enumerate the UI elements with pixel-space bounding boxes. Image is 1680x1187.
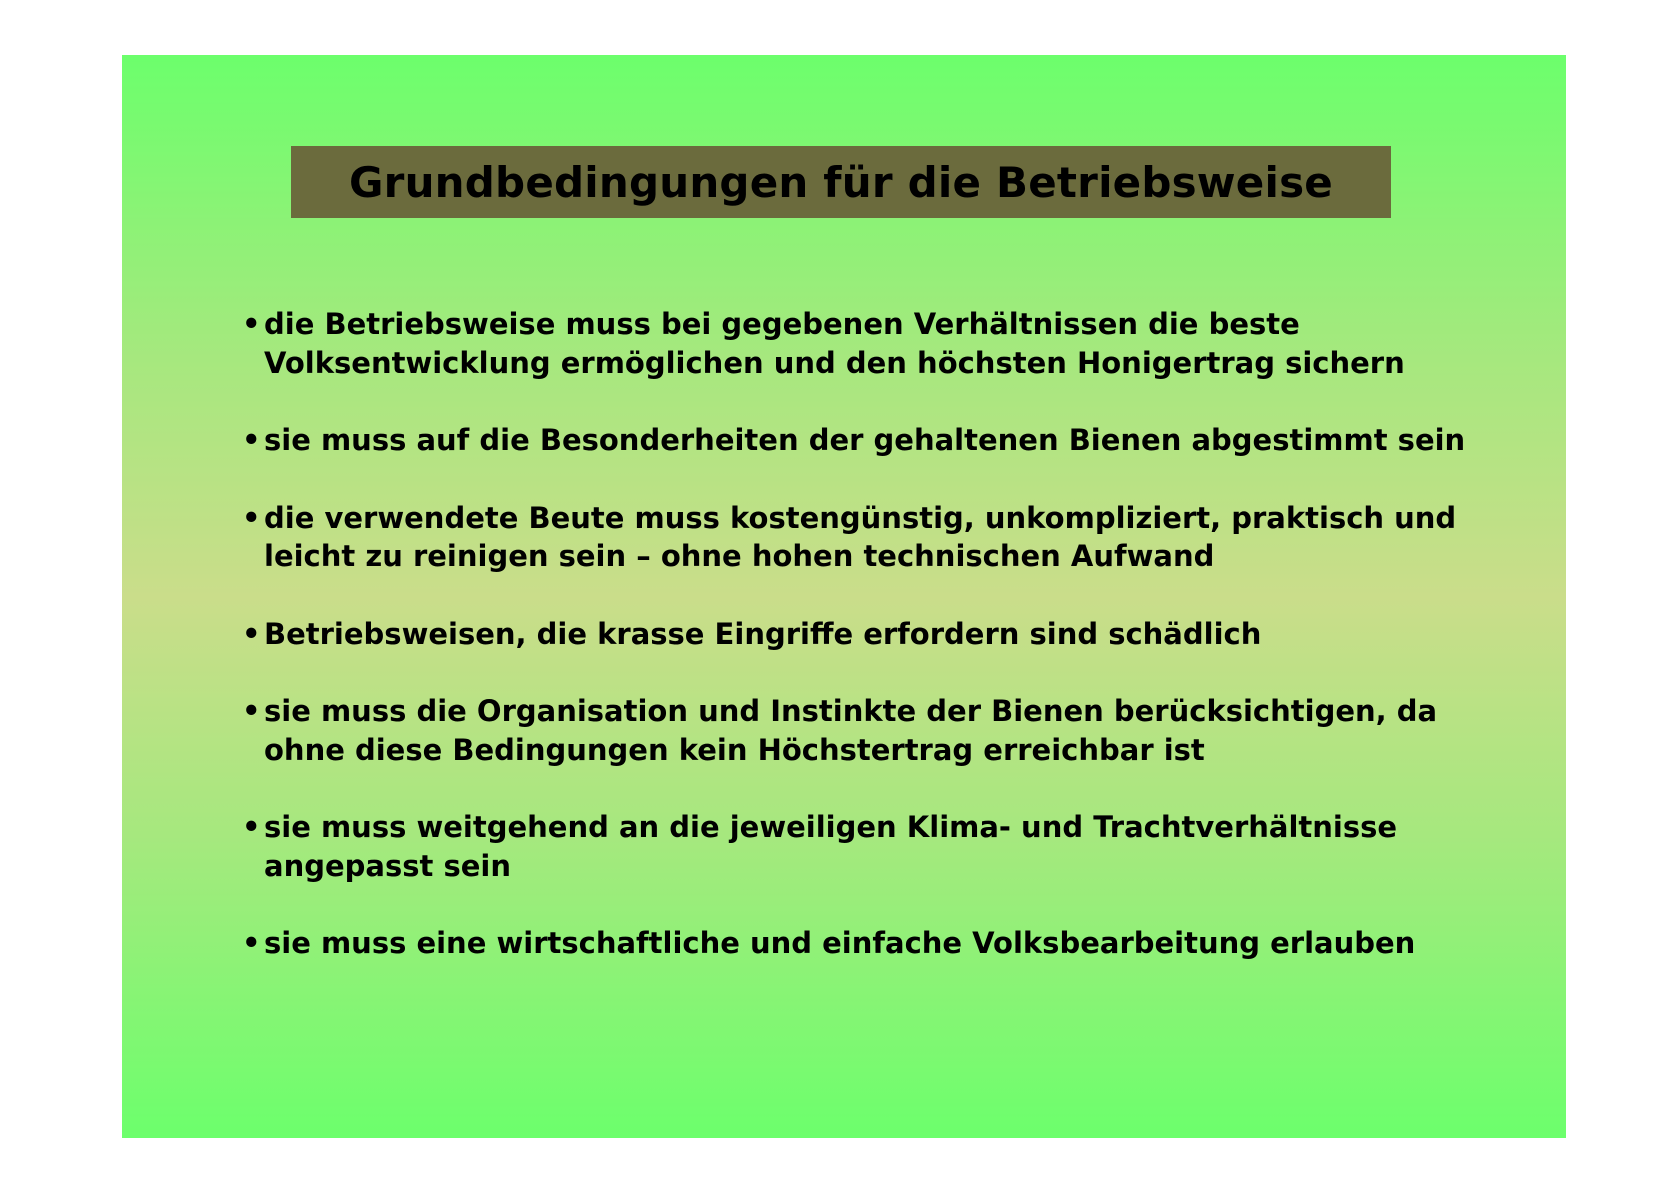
bullet-dot-icon: • bbox=[242, 500, 261, 535]
bullet-item bbox=[242, 808, 1414, 885]
bullet-dot-icon: • bbox=[242, 810, 261, 844]
slide-title: Grundbedingungen für die Betriebsweise bbox=[349, 157, 1333, 207]
bullet-item bbox=[242, 692, 1524, 769]
bullet-text: die Betriebsweise muss bei gegebenen Verhältnissen die beste Volksentwicklung ermöglichen und den höchsten Honigertrag sichern bbox=[264, 307, 1405, 380]
bullet-text: sie muss eine wirtschaftliche und einfache Volksbearbeitung erlauben bbox=[264, 926, 1416, 960]
bullet-item bbox=[242, 305, 1434, 382]
bullet-item bbox=[242, 924, 1424, 963]
bullet-item bbox=[242, 499, 1524, 576]
bullet-item bbox=[242, 615, 1524, 654]
bullet-text: sie muss weitgehend an die jeweiligen Klima- und Trachtverhältnisse angepasst sein bbox=[264, 810, 1398, 883]
bullet-text: Betriebsweisen, die krasse Eingriffe erfordern sind schädlich bbox=[264, 616, 1262, 651]
bullet-dot-icon: • bbox=[242, 926, 261, 960]
bullet-dot-icon: • bbox=[242, 307, 261, 341]
bullet-text: sie muss die Organisation und Instinkte der Bienen berücksichtigen, da ohne diese Bedingungen kein Höchstertrag erreichbar ist bbox=[264, 694, 1438, 767]
bullet-dot-icon: • bbox=[242, 694, 261, 728]
bullet-dot-icon: • bbox=[242, 616, 261, 651]
slide bbox=[122, 55, 1566, 1138]
title-box bbox=[291, 146, 1391, 218]
bullet-dot-icon: • bbox=[242, 423, 261, 457]
bullet-text: die verwendete Beute muss kostengünstig, unkompliziert, praktisch und leicht zu reinigen sein – ohne hohen technischen Aufwand bbox=[264, 500, 1457, 573]
bullet-item bbox=[242, 421, 1524, 460]
bullet-text: sie muss auf die Besonderheiten der gehaltenen Bienen abgestimmt sein bbox=[264, 423, 1466, 457]
bullet-list bbox=[242, 305, 1542, 1002]
